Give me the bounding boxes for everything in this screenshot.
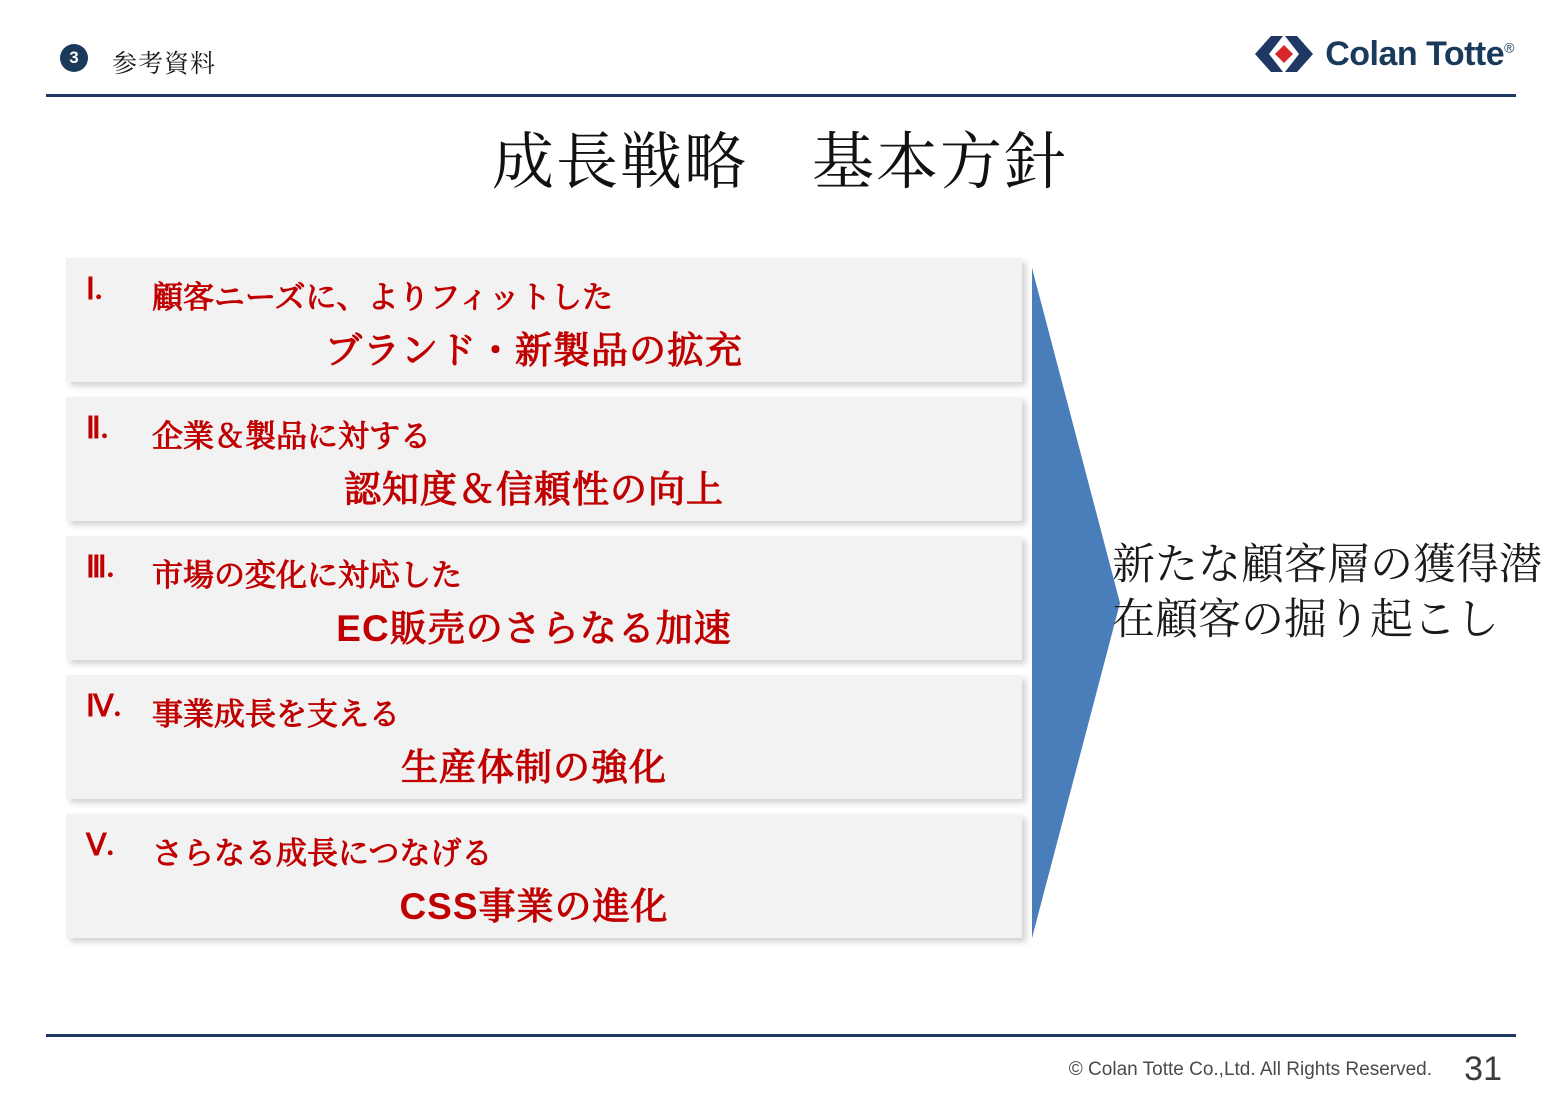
page-title: 成長戦略 基本方針: [491, 128, 1068, 197]
item-lead-text: さらなる成長につなげる: [152, 836, 493, 871]
item-lead-text: 事業成長を支える: [152, 697, 400, 732]
header-divider: [46, 94, 1516, 97]
item-lead-text: 顧客ニーズに、よりフィットした: [152, 280, 613, 315]
list-item: [66, 814, 1022, 938]
list-item: [66, 397, 1022, 521]
item-number: Ⅴ.: [86, 829, 115, 862]
logo-text: [1325, 35, 1514, 74]
item-number: Ⅱ.: [86, 412, 109, 445]
strategy-list: [66, 258, 1022, 953]
footer-divider: [46, 1034, 1516, 1037]
item-main-text: 生産体制の強化: [401, 747, 667, 788]
list-item: [66, 258, 1022, 382]
list-item: [66, 536, 1022, 660]
section-label: 参考資料: [112, 50, 217, 78]
list-item: [66, 675, 1022, 799]
item-number: Ⅲ.: [86, 551, 115, 584]
logo-registered-mark: ®: [1504, 39, 1514, 56]
copyright-text: © Colan Totte Co.,Ltd. All Rights Reserved.: [1068, 1059, 1432, 1080]
logo-wordmark: Colan Totte: [1325, 34, 1505, 73]
outcome-text: 新たな顧客層の獲得潜在顧客の掘り起こし: [1112, 541, 1542, 645]
item-number: Ⅳ.: [86, 690, 122, 723]
item-main-text: EC販売のさらなる加速: [336, 608, 732, 649]
item-main-text: CSS事業の進化: [399, 886, 669, 927]
brand-logo: [1253, 30, 1514, 78]
colan-totte-logo-mark-icon: [1253, 32, 1315, 76]
slide-header: [0, 0, 1560, 96]
item-main-text: 認知度＆信頼性の向上: [344, 469, 724, 510]
section-badge: 3: [60, 44, 88, 72]
item-number: Ⅰ.: [86, 273, 103, 306]
item-lead-text: 市場の変化に対応した: [152, 558, 462, 593]
right-arrow-shape-icon: [1032, 268, 1122, 938]
page-number: 31: [1464, 1050, 1502, 1088]
item-lead-text: 企業＆製品に対する: [152, 419, 431, 454]
item-main-text: ブランド・新製品の拡充: [325, 330, 743, 371]
